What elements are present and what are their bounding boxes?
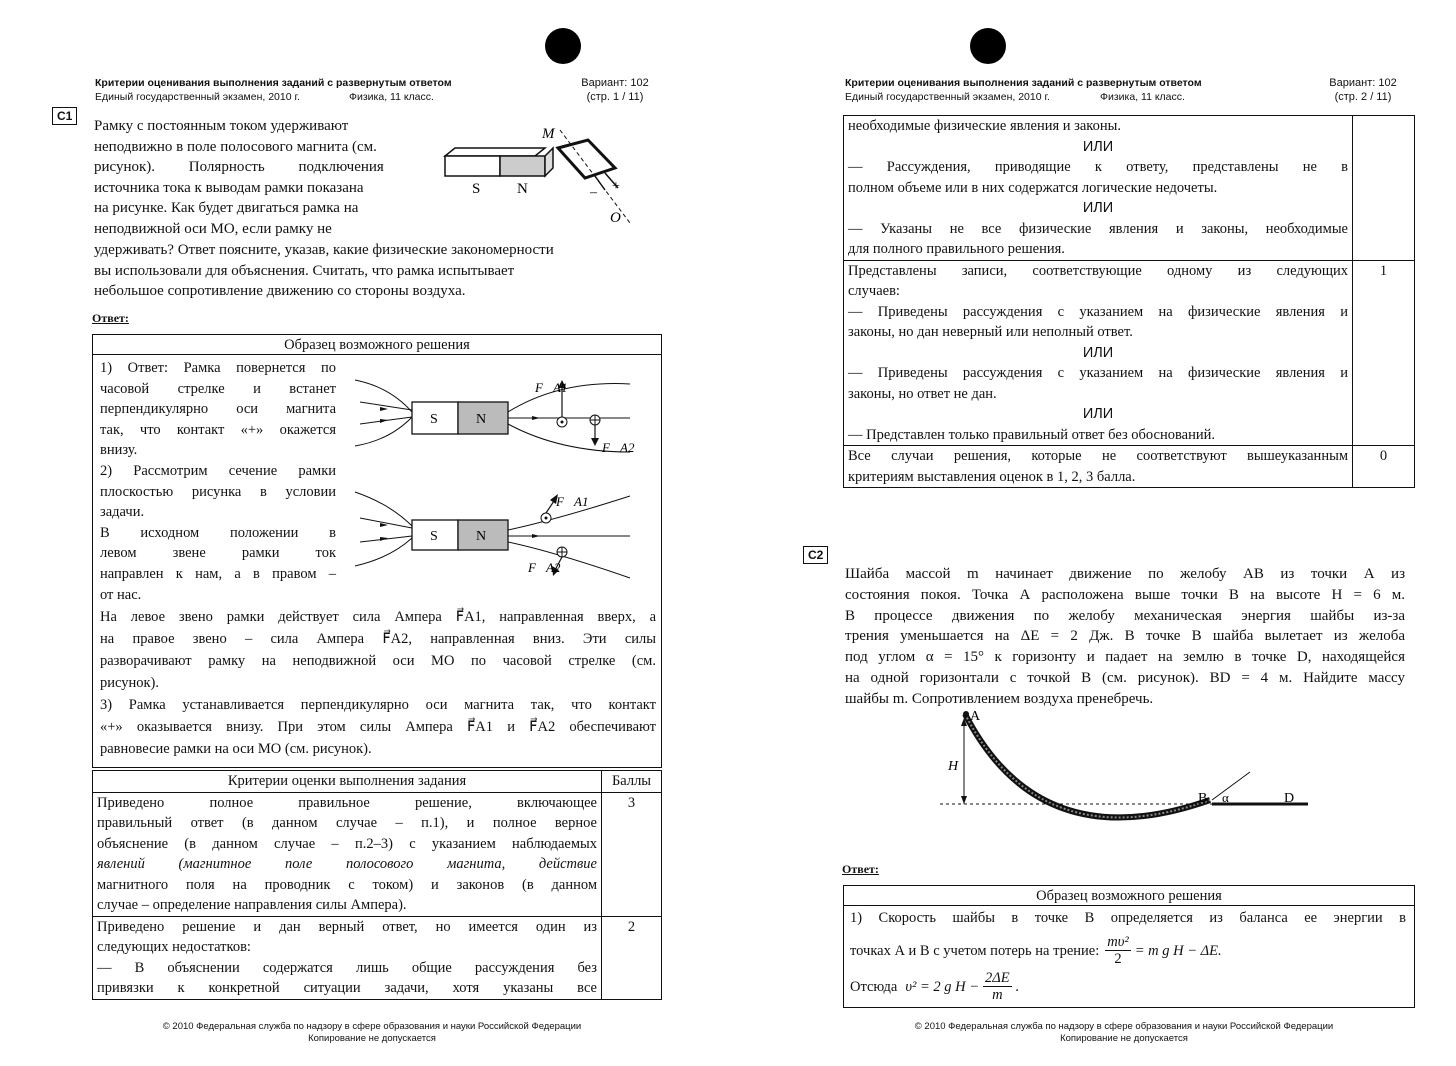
c2-chute-figure — [930, 700, 1320, 850]
side-line: В исходном положении в — [100, 524, 336, 541]
crit-line: магнитного поля на проводник с током) и законов (в данном — [97, 876, 597, 893]
c1-magnet-frame-figure — [440, 118, 660, 230]
c1-answer-label: Ответ: — [92, 311, 129, 325]
fig2-n: N — [476, 529, 487, 544]
left-header-variant — [570, 76, 660, 104]
c2-solution-line-2 — [850, 934, 1222, 967]
right-header-title: Критерии оценивания выполнения заданий с развернутым ответом — [845, 77, 1202, 89]
full-line: разворачивают рамку на неподвижной оси МО по часовой стрелке (см. — [100, 653, 656, 669]
footer-line: Копирование не допускается — [308, 1033, 436, 1044]
problem-line: Шайба массой m начинает движение по желобу АВ из точки А из — [845, 566, 1405, 582]
c1-solution-title-divider — [92, 354, 662, 355]
fig-label-s: S — [472, 181, 481, 197]
left-header-title: Критерии оценивания выполнения заданий с развернутым ответом — [95, 77, 452, 89]
criteria-points: 2 — [602, 916, 662, 999]
side-line: от нас. — [100, 586, 142, 603]
crit-line: — В объяснении содержатся лишь общие рассуждения без — [97, 959, 597, 976]
criteria-text — [93, 792, 602, 916]
points-header: Баллы — [602, 771, 662, 793]
crit-line: ИЛИ — [1082, 344, 1114, 361]
crit-line: ИЛИ — [1082, 138, 1114, 155]
fraction-num: 2ΔE — [985, 970, 1010, 986]
side-line: 1) Ответ: Рамка повернется по — [100, 360, 336, 376]
criteria-row — [844, 260, 1415, 446]
c1-solution-full-text — [100, 606, 656, 760]
right-header-variant — [1318, 76, 1408, 104]
full-line: На левое звено рамки действует сила Ампера F⃗A1, направленная вверх, а — [100, 609, 656, 625]
criteria-header: Критерии оценки выполнения задания — [93, 771, 602, 793]
fig1-fa1: F⃗A1 — [535, 380, 568, 395]
c2-solution-line-1: 1) Скорость шайбы в точке В определяется из баланса ее энергии в — [850, 910, 1406, 926]
criteria-text — [844, 446, 1353, 488]
problem-line: вы использовали для объяснения. Считать, что рамка испытывает — [94, 262, 515, 279]
crit-line: следующих недостатков: — [97, 939, 251, 955]
fig-label-b: B — [1198, 791, 1208, 806]
crit-line: критериям выставления оценок в 1, 2, 3 балла. — [848, 468, 1136, 485]
side-line: 2) Рассмотрим сечение рамки — [100, 462, 336, 479]
page-number: (стр. 1 / 11) — [586, 91, 644, 103]
problem-line: рисунок). Полярность подключения — [94, 159, 384, 176]
c1-criteria-table — [92, 770, 662, 1000]
fig1-n: N — [476, 412, 487, 427]
crit-line: полном объеме или в них содержатся логические недочеты. — [848, 179, 1218, 196]
fig-label-m: M — [542, 126, 555, 142]
criteria-row — [93, 916, 662, 999]
crit-line: необходимые физические явления и законы. — [848, 118, 1121, 134]
crit-line: законы, но ответ не дан. — [848, 385, 997, 402]
fraction-den: 2 — [1114, 951, 1122, 967]
criteria-points: 1 — [1353, 260, 1415, 446]
c2-problem-text — [845, 564, 1405, 710]
variant-text: Вариант: 102 — [1329, 77, 1397, 89]
problem-line: на одной горизонтали с точкой В (см. рисунок). BD = 4 м. Найдите массу — [845, 669, 1405, 686]
fig-label-plus: + — [612, 179, 620, 194]
side-line: направлен к нам, а в правом – — [100, 565, 336, 582]
crit-line: ИЛИ — [1082, 200, 1114, 216]
crit-line: случае – определение направления силы Ампера). — [97, 897, 407, 913]
criteria-row — [844, 116, 1415, 261]
left-header-subject: Физика, 11 класс. — [349, 91, 434, 103]
formula-1 — [1105, 934, 1221, 967]
task-label-c2: C2 — [803, 546, 828, 564]
c1-solution-title: Образец возможного решения — [284, 337, 470, 353]
side-line: левом звене рамки ток — [100, 545, 336, 562]
fig2-s: S — [430, 529, 438, 544]
crit-line: Приведено полное правильное решение, включающее — [97, 794, 597, 811]
right-header-subtitle: Единый государственный экзамен, 2010 г. — [845, 91, 1050, 103]
crit-line: Представлены записи, соответствующие одному из следующих — [848, 262, 1348, 279]
footer-line: © 2010 Федеральная служба по надзору в сфере образования и науки Российской Федерации — [162, 1021, 582, 1032]
binder-hole — [970, 28, 1006, 64]
right-header-subject: Физика, 11 класс. — [1100, 91, 1185, 103]
fig-label-d: D — [1284, 791, 1295, 806]
c2-solution-title-divider — [843, 905, 1415, 906]
criteria-text — [844, 116, 1353, 261]
crit-line: привязки к конкретной ситуации задачи, хотя указаны все — [97, 980, 597, 996]
criteria-points: 3 — [602, 792, 662, 916]
criteria-points: 0 — [1353, 446, 1415, 488]
task-label-c1: C1 — [52, 107, 77, 125]
crit-line: — Указаны не все физические явления и законы, необходимые — [848, 220, 1348, 237]
fraction-den: m — [992, 987, 1003, 1003]
fig1-fa2: F⃗A2 — [602, 440, 635, 455]
crit-line: случаев: — [848, 283, 900, 299]
fraction — [1105, 934, 1130, 967]
side-line: внизу. — [100, 442, 138, 459]
criteria-text — [93, 916, 602, 999]
side-line: перпендикулярно оси магнита — [100, 401, 336, 418]
criteria-row — [844, 446, 1415, 488]
crit-line: — Рассуждения, приводящие к ответу, представлены не в — [848, 159, 1348, 175]
full-line: 3) Рамка устанавливается перпендикулярно оси магнита так, что контакт — [100, 697, 656, 713]
fig2-fa2: F⃗A2 — [528, 560, 561, 575]
crit-line: — Приведены рассуждения с указанием на физические явления и — [848, 365, 1348, 381]
left-header-subtitle: Единый государственный экзамен, 2010 г. — [95, 91, 300, 103]
fraction — [983, 970, 1012, 1003]
c2-answer-label: Ответ: — [842, 862, 879, 876]
solution-text: Отсюда — [850, 978, 898, 995]
fraction-num: mυ² — [1107, 934, 1129, 950]
side-line: плоскостью рисунка в условии — [100, 483, 336, 500]
full-line: «+» оказывается внизу. При этом силы Ампера F⃗A1 и F⃗A2 обеспечивают — [100, 719, 656, 735]
right-footer — [843, 1021, 1405, 1045]
footer-line: © 2010 Федеральная служба по надзору в сфере образования и науки Российской Федерации — [914, 1021, 1334, 1032]
problem-line: В процессе движения по желобу механическая энергия шайбы из-за — [845, 607, 1405, 624]
fig-label-minus: – — [590, 185, 597, 200]
c2-solution-line-3 — [850, 970, 1019, 1003]
side-line: задачи. — [100, 504, 145, 521]
formula-lhs: υ² = 2 g H − — [905, 978, 980, 995]
criteria-text — [844, 260, 1353, 446]
fig-label-h: H — [948, 759, 959, 774]
problem-line: на рисунке. Как будет двигаться рамка на — [94, 200, 359, 217]
footer-line: Копирование не допускается — [1060, 1033, 1188, 1044]
binder-hole — [545, 28, 581, 64]
fig1-s: S — [430, 412, 438, 427]
criteria-points-empty — [1353, 116, 1415, 261]
crit-line: — Приведены рассуждения с указанием на физические явления и — [848, 303, 1348, 320]
fig-label-alpha: α — [1222, 790, 1229, 805]
formula-end: . — [1015, 978, 1020, 995]
full-line: равновесие рамки на оси МО (см. рисунок). — [100, 741, 372, 757]
c1-problem-narrow — [94, 116, 432, 240]
c1-criteria-table-continued — [843, 115, 1415, 488]
full-line: на правое звено – сила Ампера F⃗A2, направленная вниз. Эти силы — [100, 631, 656, 647]
fig-label-n: N — [517, 181, 528, 197]
side-line: часовой стрелке и встанет — [100, 380, 336, 397]
c2-solution-title: Образец возможного решения — [1036, 888, 1222, 904]
crit-line: Все случаи решения, которые не соответствуют вышеуказанным — [848, 448, 1348, 464]
crit-line: законы, но дан неверный или неполный ответ. — [848, 324, 1133, 340]
formula-rhs: = m g H − ΔE. — [1134, 942, 1222, 959]
c1-field-figure-2 — [340, 484, 640, 584]
full-line: рисунок). — [100, 675, 160, 691]
crit-line: Приведено решение и дан верный ответ, но имеется один из — [97, 918, 597, 935]
problem-line: шайбы m. Сопротивлением воздуха пренебречь. — [845, 690, 1154, 707]
problem-line: трения уменьшается на ΔE = 2 Дж. В точке В шайба вылетает из желоба — [845, 628, 1405, 645]
crit-line: для полного правильного решения. — [848, 241, 1065, 257]
problem-line: удерживать? Ответ поясните, указав, какие физические закономерности — [94, 242, 554, 258]
fig-label-o: O — [610, 210, 621, 226]
crit-line: правильный ответ (в данном случае – п.1), и полное верное — [97, 815, 597, 831]
variant-text: Вариант: 102 — [581, 77, 649, 89]
left-footer — [92, 1021, 652, 1045]
crit-line: объяснение (в данном случае – п.2–3) с указанием наблюдаемых — [97, 835, 597, 852]
problem-line: небольшое сопротивление движению со стороны воздуха. — [94, 283, 466, 300]
problem-line: под углом α = 15° к горизонту и падает на землю в точке D, находящейся — [845, 649, 1405, 666]
fig-label-a: A — [970, 709, 981, 724]
problem-line: Рамку с постоянным током удерживают — [94, 118, 349, 134]
page-number: (стр. 2 / 11) — [1334, 91, 1392, 103]
crit-line: ИЛИ — [1082, 406, 1114, 422]
c1-solution-side-text — [100, 358, 336, 605]
formula-2 — [905, 970, 1019, 1003]
fig2-fa1: F⃗A1 — [556, 494, 589, 509]
crit-line: — Представлен только правильный ответ без обоснований. — [848, 426, 1215, 443]
crit-line: явлений (магнитное поле полосового магнита, действие — [97, 856, 597, 872]
problem-line: неподвижной оси МО, если рамку не — [94, 220, 332, 237]
c1-field-figure-1 — [340, 362, 640, 462]
criteria-header-row — [93, 771, 662, 793]
criteria-row — [93, 792, 662, 916]
problem-line: состояния покоя. Точка А расположена выше точки В на высоте H = 6 м. — [845, 586, 1405, 603]
problem-line: неподвижно в поле полосового магнита (см. — [94, 138, 377, 155]
side-line: так, что контакт «+» окажется — [100, 421, 336, 438]
solution-text: точках А и В с учетом потерь на трение: — [850, 942, 1100, 959]
problem-line: источника тока к выводам рамки показана — [94, 179, 364, 196]
c1-problem-wide — [94, 240, 654, 302]
